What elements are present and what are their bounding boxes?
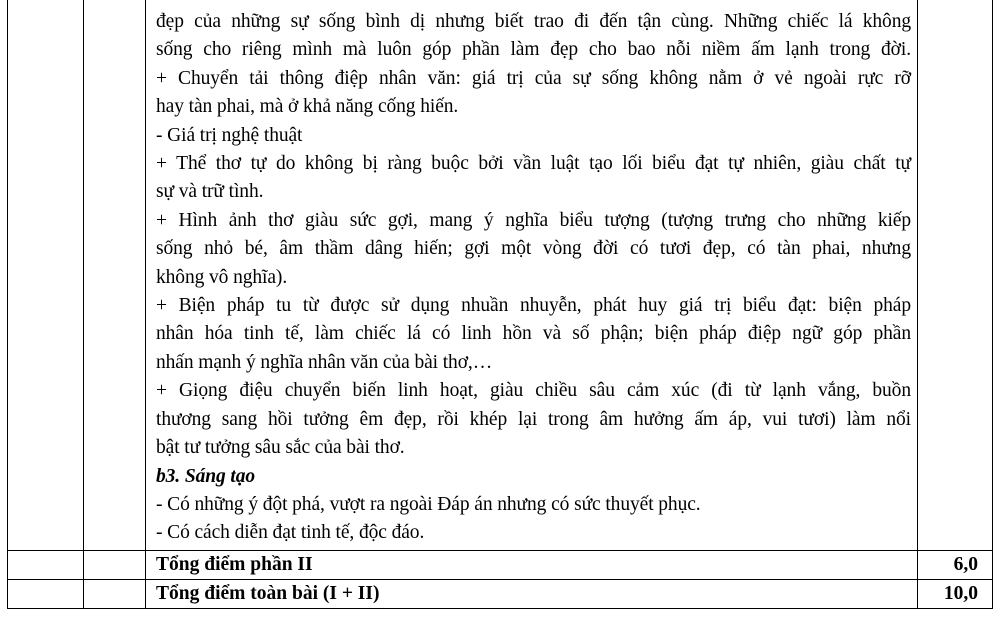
total-exam-score: 10,0 (918, 579, 993, 608)
text-line: nhấn mạnh ý nghĩa nhân văn của bài thơ,… (156, 351, 493, 373)
item-column-cell (84, 0, 146, 550)
text-line: - Có những ý đột phá, vượt ra ngoài Đáp án nhưng có sức thuyết phục. (156, 493, 701, 515)
text-line: thương sang hồi tưởng êm đẹp, rồi khép lại trong âm hưởng ấm áp, vui tươi) làm nổi (156, 408, 911, 430)
text-line: sống nhỏ bé, âm thầm dâng hiến; gợi một vòng đời có tươi đẹp, có tàn phai, nhưng (156, 238, 911, 260)
text-line: sống cho riêng mình mà luôn góp phần làm đẹp cho bao nỗi niềm ấm lạnh trong đời. (156, 39, 911, 61)
text-line: - Giá trị nghệ thuật (156, 124, 303, 146)
item-column-cell (84, 579, 146, 608)
text-line: + Chuyển tải thông điệp nhân văn: giá trị của sự sống không nằm ở vẻ ngoài rực rỡ (156, 67, 911, 89)
total-part-ii-label: Tổng điểm phần II (146, 550, 918, 579)
text-line: + Hình ảnh thơ giàu sức gợi, mang ý nghĩa biểu tượng (tượng trưng cho những kiếp (156, 209, 911, 231)
total-exam-row (8, 579, 993, 608)
text-line: hay tàn phai, mà ở khả năng cống hiến. (156, 96, 459, 118)
text-line: + Thể thơ tự do không bị ràng buộc bởi vần luật tạo lối biểu đạt tự nhiên, giàu chất tự (156, 153, 911, 175)
text-line: không vô nghĩa). (156, 266, 288, 288)
text-line: nhân hóa tinh tế, làm chiếc lá có linh hồn và số phận; biện pháp điệp ngữ góp phần (156, 323, 911, 345)
part-column-cell (8, 0, 84, 550)
content-row (8, 0, 993, 550)
total-part-ii-score: 6,0 (918, 550, 993, 579)
total-exam-label: Tổng điểm toàn bài (I + II) (146, 579, 918, 608)
part-column-cell (8, 550, 84, 579)
score-column-cell (918, 0, 993, 550)
item-column-cell (84, 550, 146, 579)
scoring-table (7, 0, 993, 609)
text-line: sự và trữ tình. (156, 181, 264, 203)
total-part-ii-row (8, 550, 993, 579)
text-line: + Biện pháp tu từ được sử dụng nhuần nhuyễn, phát huy giá trị biểu đạt: biện pháp (156, 295, 911, 317)
text-line: bật tư tưởng sâu sắc của bài thơ. (156, 437, 405, 459)
text-line: + Giọng điệu chuyển biến linh hoạt, giàu chiều sâu cảm xúc (đi từ lạnh vắng, buồn (156, 380, 911, 402)
text-line: đẹp của những sự sống bình dị nhưng biết trao đi đến tận cùng. Những chiếc lá không (156, 11, 911, 32)
part-column-cell (8, 579, 84, 608)
creativity-heading: b3. Sáng tạo (156, 465, 256, 487)
content-cell (146, 0, 918, 550)
text-line: - Có cách diễn đạt tinh tế, độc đáo. (156, 522, 425, 544)
